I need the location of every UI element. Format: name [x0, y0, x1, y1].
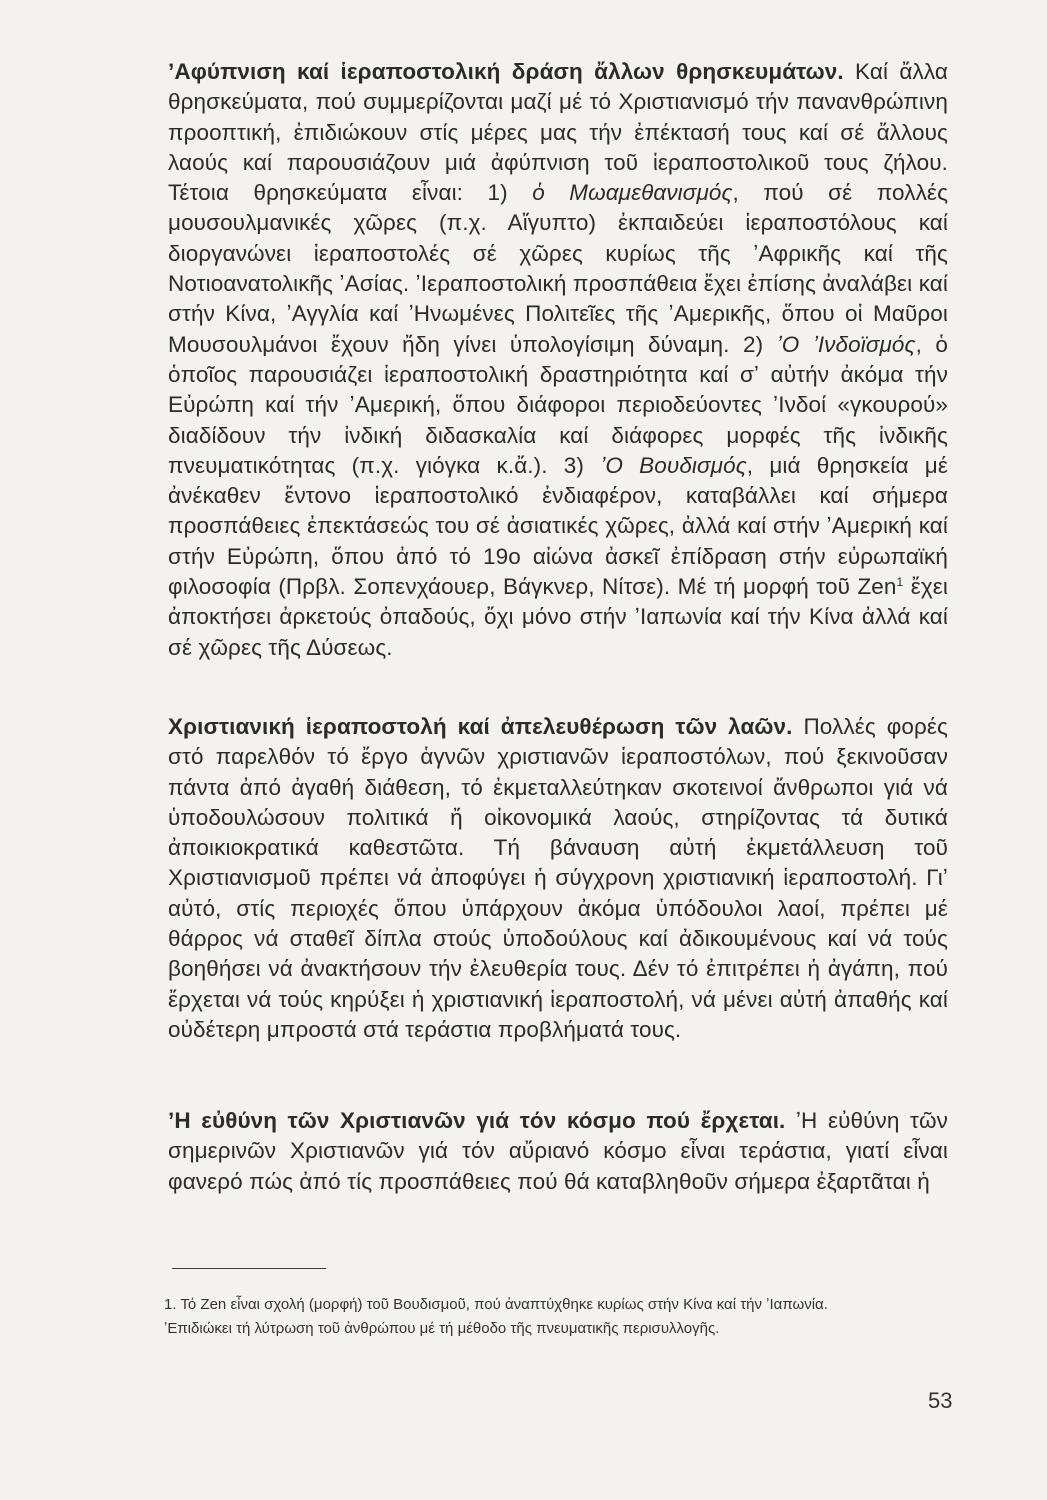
paragraph-text: Πολλές φορές στό παρελθόν τό ἔργο ἁγνῶν χριστιανῶν ἱεραποστόλων, πού ξεκινοῦσαν πάντα ἀπό ἀγαθή διάθεση, τό ἐκμεταλλεύτηκαν σκοτεινοί ἄνθρωποι γιά νά ὑποδουλώσουν πολιτικά ἤ οἰκονομικά λαούς, στηρίζοντας τά δυτικά ἀποικιοκρατικά καθεστῶτα. Τή βάναυση αὐτή ἐκμετάλλευση τοῦ Χριστιανισμοῦ πρέπει νά ἀποφύγει ἡ σύγχρονη χριστιανική ἱεραποστολή. Γιʼ αὐτό, στίς περιοχές ὅπου ὑπάρχουν ἀκόμα ὑπόδουλοι λαοί, πρέπει μέ θάρρος νά σταθεῖ δίπλα στούς ὑποδούλους καί ἀδικουμένους καί νά τούς βοηθήσει νά ἀνακτήσουν τήν ἐλευθερία τους. Δέν τό ἐπιτρέπει ἡ ἀγάπη, πού ἔρχεται νά τούς κηρύξει ἡ χριστιανική ἱεραποστολή, νά μένει αὐτή ἀπαθής καί οὐδέτερη μπροστά στά τεράστια προβλήματά τους. [168, 714, 948, 1042]
term-islam: ὁ Μωαμεθανισμός [532, 180, 733, 206]
term-hinduism: ʼΟ ʼΙνδοϊσμός [776, 331, 916, 357]
paragraph-christian-responsibility [168, 1106, 948, 1197]
footnote-line: ʼΕπιδιώκει τή λύτρωση τοῦ ἀνθρώπου μέ τή μέθοδο τῆς πνευματικῆς περισυλλογῆς. [164, 1320, 720, 1337]
paragraph-text: Καί ἄλλα θρησκεύματα, πού συμμερίζονται μαζί μέ τό Χριστιανισμό τήν πανανθρώπινη προοπτική, ἐπιδιώκουν στίς μέρες μας τήν ἐπέκτασή τους καί σέ ἄλλους λαούς καί παρουσιάζουν μιά ἀφύπνιση τοῦ ἱεραποστολικοῦ τους ζήλου. Τέτοια θρησκεύματα εἶναι: 1) [168, 59, 948, 206]
paragraph-heading: Χριστιανική ἱεραποστολή καί ἀπελευθέρωση τῶν λαῶν. [168, 714, 793, 739]
paragraph-heading: ʼΑφύπνιση καί ἱεραποστολική δράση ἄλλων θρησκευμάτων. [168, 59, 844, 84]
paragraph-heading: ʼΗ εὐθύνη τῶν Χριστιανῶν γιά τόν κόσμο πού ἔρχεται. [168, 1108, 786, 1133]
footnote [164, 1293, 954, 1341]
footnote-reference[interactable]: 1 [896, 575, 904, 590]
paragraph-text: , ὁ ὁποῖος παρουσιάζει ἱεραποστολική δραστηριότητα καί σʼ αὐτήν ἀκόμα τήν Εὐρώπη καί τήν ʼΑμερική, ὅπου διάφοροι περιοδεύοντες ʼΙνδοί «γκουρού» διαδίδουν τήν ἰνδική διδασκαλία καί διάφορες μορφές τῆς ἰνδικῆς πνευματικότητας (π.χ. γιόγκα κ.ἄ.). 3) [168, 331, 948, 478]
paragraph-text: , μιά θρησκεία μέ ἀνέκαθεν ἔντονο ἱεραποστολικό ἐνδιαφέρον, καταβάλλει καί σήμερα προσπάθειες ἐπεκτάσεώς του σέ ἀσιατικές χῶρες, ἀλλά καί στήν ʼΑμερική καί στήν Εὐρώπη, ὅπου ἀπό τό 19ο αἰώνα ἀσκεῖ ἐπίδραση στήν εὐρωπαϊκή φιλοσοφία (Πρβλ. Σοπενχάουερ, Βάγκνερ, Νίτσε). Μέ τή μορφή τοῦ Zen [168, 452, 948, 600]
footnote-line: 1. Τό Zen εἶναι σχολή (μορφή) τοῦ Βουδισμοῦ, πού ἀναπτύχθηκε κυρίως στήν Κίνα καί τήν ʼΙαπωνία. [164, 1296, 828, 1313]
footnote-divider [172, 1268, 326, 1269]
term-buddhism: ʼΟ Βουδισμός [600, 452, 747, 478]
paragraph-mission-liberation [168, 712, 948, 1045]
paragraph-text: ʼΗ εὐθύνη τῶν σημερινῶν Χριστιανῶν γιά τόν αὔριανό κόσμο εἶναι τεράστια, γιατί εἶναι φανερό πώς ἀπό τίς προσπάθειες πού θά καταβληθοῦν σήμερα ἐξαρτᾶται ἡ [168, 1108, 948, 1194]
page-number: 53 [928, 1388, 953, 1413]
paragraph-text: , πού σέ πολλές μουσουλμανικές χῶρες (π.χ. Αἴγυπτο) ἐκπαιδεύει ἱεραποστόλους καί διοργανώνει ἱεραποστολές σέ χῶρες κυρίως τῆς ʼΑφρικῆς καί τῆς Νοτιοανατολικῆς ʼΑσίας. ʼΙεραποστολική προσπάθεια ἔχει ἐπίσης ἀναλάβει καί στήν Κίνα, ʼΑγγλία καί ʼΗνωμένες Πολιτεῖες τῆς ʼΑμερικῆς, ὅπου οἱ Μαῦροι Μουσουλμάνοι ἔχουν ἤδη γίνει ὑπολογίσιμη δύναμη. 2) [168, 180, 949, 357]
paragraph-awakening-other-religions [168, 57, 948, 663]
paragraph-text: ἔχει ἀποκτήσει ἀρκετούς ὀπαδούς, ὄχι μόνο στήν ʼΙαπωνία καί τήν Κίνα ἀλλά καί σέ χῶρες τῆς Δύσεως. [168, 574, 948, 660]
